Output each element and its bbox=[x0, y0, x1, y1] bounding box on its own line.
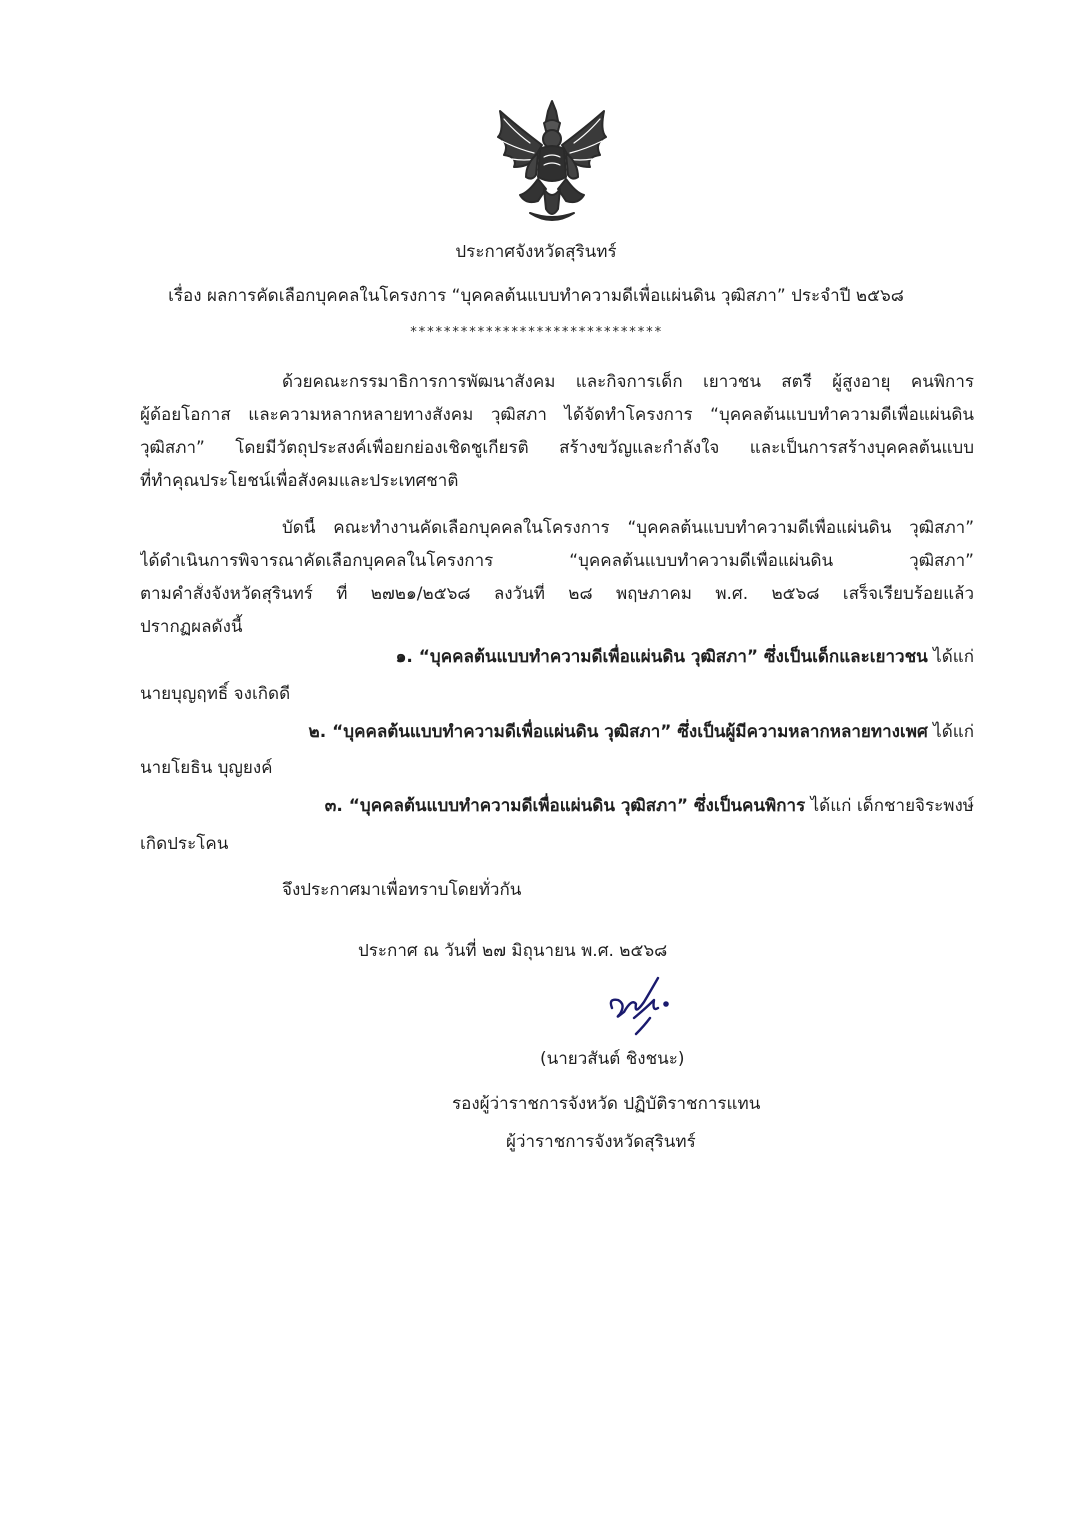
announcement-subject: เรื่อง ผลการคัดเลือกบุคคลในโครงการ “บุคคลต้นแบบทำความดีเพื่อแผ่นดิน วุฒิสภา” ประจำปี ๒๕๖๘ bbox=[168, 286, 904, 306]
result-2-line bbox=[282, 721, 974, 743]
garuda-emblem-icon bbox=[490, 97, 614, 229]
signatory-name: (นายวสันต์ ชิงชนะ) bbox=[540, 1049, 685, 1069]
divider-stars: ****************************** bbox=[409, 325, 663, 340]
para2-line2: ได้ดำเนินการพิจารณาคัดเลือกบุคคลในโครงการ “บุคคลต้นแบบทำความดีเพื่อแผ่นดิน วุฒิสภา” bbox=[140, 551, 974, 571]
para1-line1: ด้วยคณะกรรมาธิการการพัฒนาสังคม และกิจการเด็ก เยาวชน สตรี ผู้สูงอายุ คนพิการ bbox=[282, 372, 974, 392]
para1-line4: ที่ทำคุณประโยชน์เพื่อสังคมและประเทศชาติ bbox=[140, 471, 459, 491]
result-1-category: ๑. “บุคคลต้นแบบทำความดีเพื่อแผ่นดิน วุฒิสภา” ซึ่งเป็นเด็กและเยาวชน bbox=[395, 647, 928, 667]
result-1-name: นายบุญฤทธิ์ จงเกิดดี bbox=[140, 684, 291, 704]
para2-line1: บัดนี้ คณะทำงานคัดเลือกบุคคลในโครงการ “บุคคลต้นแบบทำความดีเพื่อแผ่นดิน วุฒิสภา” bbox=[282, 518, 974, 538]
closing-statement: จึงประกาศมาเพื่อทราบโดยทั่วกัน bbox=[282, 880, 522, 900]
announcement-title: ประกาศจังหวัดสุรินทร์ bbox=[455, 242, 617, 262]
result-3-suffix: ได้แก่ เด็กชายจิระพงษ์ bbox=[805, 796, 974, 816]
announcement-date: ประกาศ ณ วันที่ ๒๗ มิถุนายน พ.ศ. ๒๕๖๘ bbox=[358, 941, 668, 961]
result-2-category: ๒. “บุคคลต้นแบบทำความดีเพื่อแผ่นดิน วุฒิสภา” ซึ่งเป็นผู้มีความหลากหลายทางเพศ bbox=[308, 722, 928, 742]
para2-line3: ตามคำสั่งจังหวัดสุรินทร์ ที่ ๒๗๒๑/๒๕๖๘ ลงวันที่ ๒๘ พฤษภาคม พ.ศ. ๒๕๖๘ เสร็จเรียบร้อยแล้ว bbox=[140, 584, 974, 604]
signature-icon bbox=[606, 968, 684, 1040]
result-1-suffix: ได้แก่ bbox=[927, 647, 974, 667]
para1-line2: ผู้ด้อยโอกาส และความหลากหลายทางสังคม วุฒิสภา ได้จัดทำโครงการ “บุคคลต้นแบบทำความดีเพื่อแผ่นดิน bbox=[140, 405, 974, 425]
result-1-line bbox=[282, 646, 974, 668]
result-2-suffix: ได้แก่ bbox=[927, 722, 974, 742]
result-2-name: นายโยธิน บุญยงค์ bbox=[140, 758, 273, 778]
result-3-line bbox=[282, 795, 974, 817]
result-3-name: เกิดประโคน bbox=[140, 834, 229, 854]
signatory-title: ผู้ว่าราชการจังหวัดสุรินทร์ bbox=[506, 1132, 696, 1152]
result-3-category: ๓. “บุคคลต้นแบบทำความดีเพื่อแผ่นดิน วุฒิสภา” ซึ่งเป็นคนพิการ bbox=[324, 796, 806, 816]
para2-line4: ปรากฏผลดังนี้ bbox=[140, 617, 243, 637]
signatory-position: รองผู้ว่าราชการจังหวัด ปฏิบัติราชการแทน bbox=[452, 1094, 761, 1114]
para1-line3: วุฒิสภา” โดยมีวัตถุประสงค์เพื่อยกย่องเชิดชูเกียรติ สร้างขวัญและกำลังใจ และเป็นการสร้างบุคคลต้นแบบ bbox=[140, 438, 974, 458]
